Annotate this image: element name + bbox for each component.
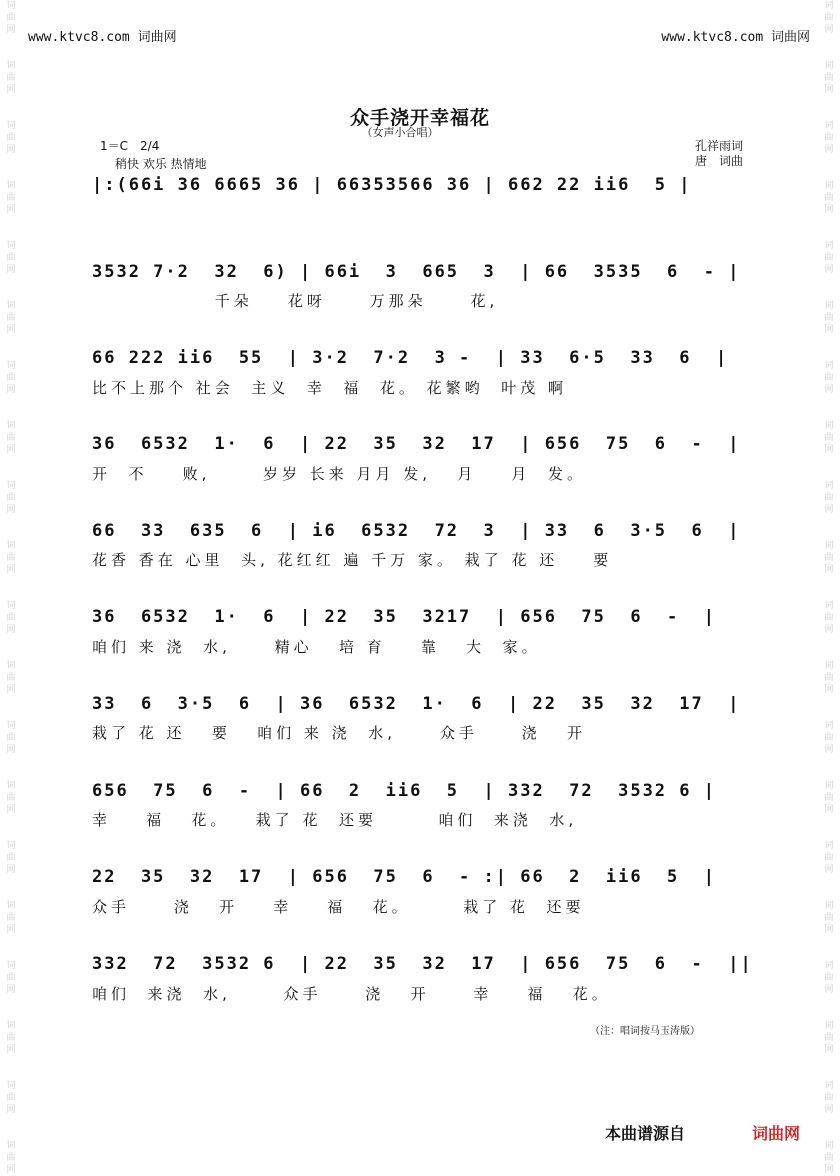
watermark-text: 词 曲 网 (6, 541, 16, 575)
lyric-line: 众手 浇 开 幸 福 花。 栽了 花 还要 (92, 898, 585, 916)
notation-line: 36 6532 1· 6 | 22 35 32 17 | 656 75 6 - | (92, 434, 741, 454)
right-watermark-strip (818, 0, 840, 1175)
lyric-line: 比不上那个 社会 主义 幸 福 花。 花繁哟 叶茂 啊 (92, 379, 567, 397)
watermark-text: 词 曲 网 (6, 1081, 16, 1115)
watermark-text: 词 曲 网 (6, 1, 16, 35)
watermark-text: 词 曲 网 (824, 61, 834, 95)
watermark-text: 词 曲 网 (6, 1141, 16, 1175)
watermark-text: 词 曲 网 (6, 421, 16, 455)
watermark-text: 词 曲 网 (824, 961, 834, 995)
watermark-text: 词 曲 网 (824, 661, 834, 695)
watermark-text: 词 曲 网 (824, 1141, 834, 1175)
watermark-text: 词 曲 网 (6, 121, 16, 155)
notation-line: 36 6532 1· 6 | 22 35 3217 | 656 75 6 - | (92, 607, 716, 627)
lyric-line: 咱们 来 浇 水, 精心 培 育 靠 大 家。 (92, 638, 541, 656)
notation-line: 33 6 3·5 6 | 36 6532 1· 6 | 22 35 32 17 | (92, 694, 741, 714)
watermark-text: 词 曲 网 (824, 121, 834, 155)
watermark-text: 词 曲 网 (824, 601, 834, 635)
watermark-text: 词 曲 网 (6, 841, 16, 875)
watermark-text: 词 曲 网 (6, 661, 16, 695)
lyric-line: 开 不 败, 岁岁 长来 月月 发, 月 月 发。 (92, 465, 586, 483)
watermark-text: 词 曲 网 (6, 1021, 16, 1055)
watermark-text: 词 曲 网 (824, 841, 834, 875)
notation-line: 66 33 635 6 | i6 6532 72 3 | 33 6 3·5 6 | (92, 521, 741, 541)
song-title: 众手浇开幸福花 (349, 107, 490, 129)
watermark-text: 词 曲 网 (824, 1021, 834, 1055)
source-brand-link[interactable]: 词曲网 (752, 1124, 801, 1143)
lyric-line: 花香 香在 心里 头, 花红红 遍 千万 家。 栽了 花 还 要 (92, 551, 613, 569)
site-link-left[interactable]: www.ktvc8.com 词曲网 (28, 30, 177, 45)
lyric-line: 栽了 花 还 要 咱们 来 浇 水, 众手 浇 开 (92, 724, 586, 742)
watermark-text: 词 曲 网 (6, 181, 16, 215)
notation-line: 22 35 32 17 | 656 75 6 - :| 66 2 ii6 5 | (92, 867, 716, 887)
watermark-text: 词 曲 网 (824, 181, 834, 215)
watermark-text: 词 曲 网 (824, 721, 834, 755)
watermark-text: 词 曲 网 (6, 601, 16, 635)
lyric-line: 幸 福 花。 栽了 花 还要 咱们 来浇 水, (92, 811, 578, 829)
notation-line: 332 72 3532 6 | 22 35 32 17 | 656 75 6 - || (92, 954, 753, 974)
watermark-text: 词 曲 网 (6, 901, 16, 935)
song-subtitle: （女声小合唱） (361, 126, 439, 139)
watermark-text: 词 曲 网 (824, 241, 834, 275)
watermark-text: 词 曲 网 (824, 901, 834, 935)
watermark-text: 词 曲 网 (6, 361, 16, 395)
watermark-text: 词 曲 网 (6, 781, 16, 815)
watermark-text: 词 曲 网 (824, 541, 834, 575)
site-link-right[interactable]: www.ktvc8.com 词曲网 (661, 30, 810, 45)
key-signature: 1＝C 2/4 (100, 139, 160, 153)
notation-line: 66 222 ii6 55 | 3·2 7·2 3 - | 33 6·5 33 6 | (92, 348, 729, 368)
watermark-text: 词 曲 网 (824, 421, 834, 455)
notation-line: 3532 7·2 32 6) | 66i 3 665 3 | 66 3535 6 - | (92, 262, 741, 282)
lyricist-credit: 孔祥雨词 (695, 139, 744, 153)
footnote: （注：唱词按马玉涛版） (590, 1026, 700, 1037)
watermark-text: 词 曲 网 (6, 721, 16, 755)
watermark-text: 词 曲 网 (824, 1081, 834, 1115)
notation-line: 656 75 6 - | 66 2 ii6 5 | 332 72 3532 6 | (92, 781, 716, 801)
lyric-line: 咱们 来浇 水, 众手 浇 开 幸 福 花。 (92, 985, 611, 1003)
watermark-text: 词 曲 网 (824, 481, 834, 515)
watermark-text: 词 曲 网 (6, 961, 16, 995)
lyric-line: 千朵 花呀 万那朵 花, (92, 292, 499, 310)
watermark-text: 词 曲 网 (824, 301, 834, 335)
watermark-text: 词 曲 网 (824, 361, 834, 395)
watermark-text: 词 曲 网 (6, 301, 16, 335)
source-label: 本曲谱源自 (605, 1124, 686, 1143)
watermark-text: 词 曲 网 (6, 481, 16, 515)
watermark-text: 词 曲 网 (6, 61, 16, 95)
watermark-text: 词 曲 网 (824, 781, 834, 815)
notation-line: |:(66i 36 6665 36 | 66353566 36 | 662 22 ii6 5 | (92, 175, 692, 195)
composer-credit: 唐 词曲 (695, 154, 744, 168)
watermark-text: 词 曲 网 (824, 1, 834, 35)
tempo-marking: 稍快 欢乐 热情地 (115, 157, 207, 171)
watermark-text: 词 曲 网 (6, 241, 16, 275)
left-watermark-strip (0, 0, 22, 1175)
